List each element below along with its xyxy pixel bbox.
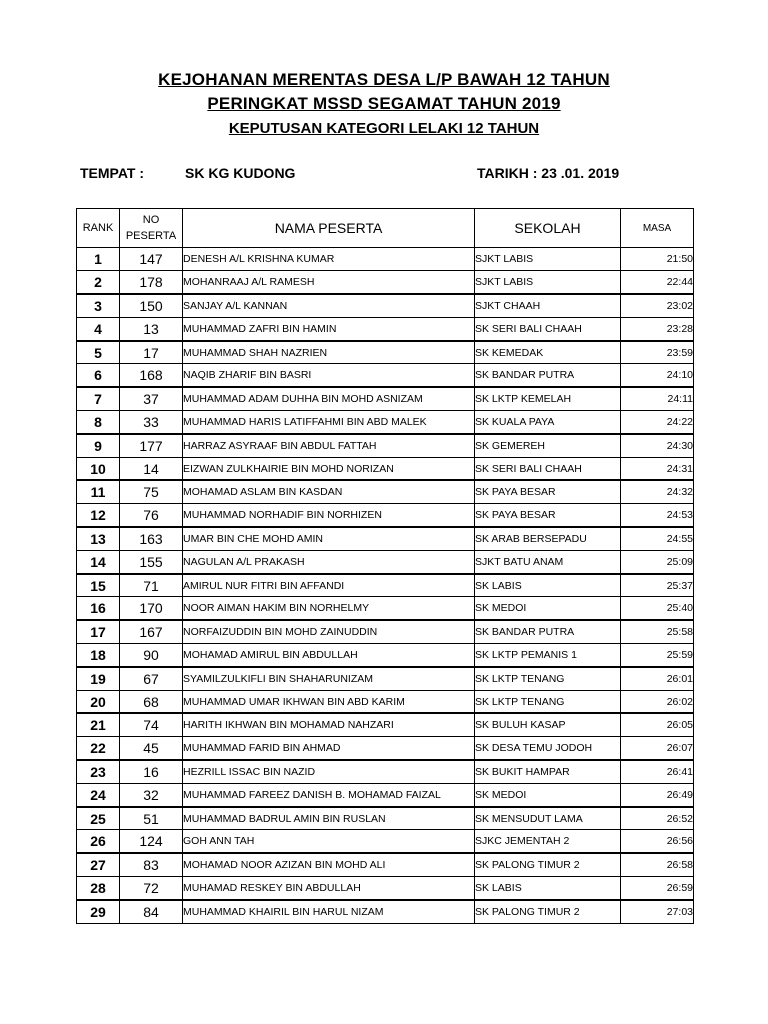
cell-no-peserta: 150 xyxy=(120,294,183,317)
cell-rank: 26 xyxy=(77,830,120,853)
cell-sekolah: SK LKTP KEMELAH xyxy=(475,387,621,410)
table-row xyxy=(77,853,694,876)
cell-masa: 26:07 xyxy=(621,737,694,760)
cell-rank: 1 xyxy=(77,248,120,271)
cell-no-peserta: 72 xyxy=(120,877,183,900)
cell-no-peserta: 67 xyxy=(120,667,183,690)
cell-rank: 24 xyxy=(77,783,120,806)
date-text: TARIKH : 23 .01. 2019 xyxy=(477,165,620,181)
cell-masa: 26:41 xyxy=(621,760,694,783)
cell-no-peserta: 177 xyxy=(120,434,183,457)
cell-rank: 5 xyxy=(77,341,120,364)
table-row xyxy=(77,574,694,597)
table-row xyxy=(77,317,694,340)
cell-nama-peserta: MUHAMMAD NORHADIF BIN NORHIZEN xyxy=(183,504,475,527)
cell-sekolah: SK KEMEDAK xyxy=(475,341,621,364)
cell-sekolah: SK DESA TEMU JODOH xyxy=(475,737,621,760)
cell-sekolah: SK BANDAR PUTRA xyxy=(475,364,621,387)
cell-nama-peserta: MUHAMMAD UMAR IKHWAN BIN ABD KARIM xyxy=(183,690,475,713)
cell-rank: 27 xyxy=(77,853,120,876)
cell-no-peserta: 74 xyxy=(120,713,183,736)
cell-masa: 24:22 xyxy=(621,411,694,434)
cell-masa: 26:58 xyxy=(621,853,694,876)
table-row xyxy=(77,760,694,783)
cell-sekolah: SK PAYA BESAR xyxy=(475,480,621,503)
document-title: KEJOHANAN MERENTAS DESA L/P BAWAH 12 TAHUN xyxy=(158,70,610,89)
cell-sekolah: SK MEDOI xyxy=(475,783,621,806)
cell-no-peserta: 32 xyxy=(120,783,183,806)
cell-masa: 26:01 xyxy=(621,667,694,690)
cell-sekolah: SK PALONG TIMUR 2 xyxy=(475,900,621,923)
cell-sekolah: SJKT LABIS xyxy=(475,248,621,271)
cell-nama-peserta: NOOR AIMAN HAKIM BIN NORHELMY xyxy=(183,597,475,620)
cell-nama-peserta: MUHAMMAD ZAFRI BIN HAMIN xyxy=(183,317,475,340)
results-table xyxy=(76,208,694,924)
cell-no-peserta: 83 xyxy=(120,853,183,876)
cell-nama-peserta: DENESH A/L KRISHNA KUMAR xyxy=(183,248,475,271)
cell-no-peserta: 75 xyxy=(120,480,183,503)
table-row xyxy=(77,713,694,736)
cell-sekolah: SK LABIS xyxy=(475,877,621,900)
cell-no-peserta: 147 xyxy=(120,248,183,271)
cell-no-peserta: 14 xyxy=(120,457,183,480)
cell-masa: 25:37 xyxy=(621,574,694,597)
cell-no-peserta: 17 xyxy=(120,341,183,364)
cell-nama-peserta: SANJAY A/L KANNAN xyxy=(183,294,475,317)
cell-rank: 4 xyxy=(77,317,120,340)
table-row xyxy=(77,783,694,806)
cell-nama-peserta: MUHAMMAD FAREEZ DANISH B. MOHAMAD FAIZAL xyxy=(183,783,475,806)
cell-nama-peserta: MUHAMMAD KHAIRIL BIN HARUL NIZAM xyxy=(183,900,475,923)
table-row xyxy=(77,434,694,457)
column-header-no-peserta xyxy=(120,209,183,248)
cell-no-peserta: 71 xyxy=(120,574,183,597)
table-row xyxy=(77,877,694,900)
cell-rank: 25 xyxy=(77,807,120,830)
table-row xyxy=(77,271,694,294)
column-header-masa: MASA xyxy=(621,209,694,248)
cell-rank: 11 xyxy=(77,480,120,503)
cell-nama-peserta: MUHAMMAD FARID BIN AHMAD xyxy=(183,737,475,760)
cell-no-peserta: 13 xyxy=(120,317,183,340)
table-row xyxy=(77,364,694,387)
table-row xyxy=(77,387,694,410)
cell-sekolah: SK MEDOI xyxy=(475,597,621,620)
column-header-nama: NAMA PESERTA xyxy=(183,209,475,248)
cell-masa: 22:44 xyxy=(621,271,694,294)
cell-masa: 24:31 xyxy=(621,457,694,480)
table-header-row xyxy=(77,209,694,248)
cell-masa: 24:32 xyxy=(621,480,694,503)
results-category-title: KEPUTUSAN KATEGORI LELAKI 12 TAHUN xyxy=(228,120,540,137)
cell-nama-peserta: GOH ANN TAH xyxy=(183,830,475,853)
cell-nama-peserta: MOHANRAAJ A/L RAMESH xyxy=(183,271,475,294)
cell-rank: 16 xyxy=(77,597,120,620)
cell-no-peserta: 163 xyxy=(120,527,183,550)
results-table-body xyxy=(77,248,694,924)
cell-rank: 7 xyxy=(77,387,120,410)
cell-masa: 23:59 xyxy=(621,341,694,364)
cell-nama-peserta: HARRAZ ASYRAAF BIN ABDUL FATTAH xyxy=(183,434,475,457)
cell-rank: 20 xyxy=(77,690,120,713)
cell-masa: 21:50 xyxy=(621,248,694,271)
cell-no-peserta: 170 xyxy=(120,597,183,620)
cell-masa: 26:05 xyxy=(621,713,694,736)
cell-rank: 14 xyxy=(77,550,120,573)
cell-rank: 9 xyxy=(77,434,120,457)
document-subtitle-level: PERINGKAT MSSD SEGAMAT TAHUN 2019 xyxy=(207,94,561,113)
cell-sekolah: SJKT LABIS xyxy=(475,271,621,294)
cell-no-peserta: 167 xyxy=(120,620,183,643)
cell-sekolah: SK BUKIT HAMPAR xyxy=(475,760,621,783)
cell-nama-peserta: NORFAIZUDDIN BIN MOHD ZAINUDDIN xyxy=(183,620,475,643)
cell-rank: 19 xyxy=(77,667,120,690)
cell-rank: 29 xyxy=(77,900,120,923)
cell-masa: 23:02 xyxy=(621,294,694,317)
cell-sekolah: SK PAYA BESAR xyxy=(475,504,621,527)
cell-sekolah: SK ARAB BERSEPADU xyxy=(475,527,621,550)
cell-rank: 28 xyxy=(77,877,120,900)
cell-sekolah: SK LABIS xyxy=(475,574,621,597)
cell-rank: 6 xyxy=(77,364,120,387)
cell-nama-peserta: NAGULAN A/L PRAKASH xyxy=(183,550,475,573)
cell-masa: 24:10 xyxy=(621,364,694,387)
cell-masa: 26:52 xyxy=(621,807,694,830)
cell-nama-peserta: UMAR BIN CHE MOHD AMIN xyxy=(183,527,475,550)
cell-rank: 23 xyxy=(77,760,120,783)
table-row xyxy=(77,294,694,317)
table-row xyxy=(77,457,694,480)
column-header-no-line2: PESERTA xyxy=(125,230,177,242)
cell-sekolah: SK GEMEREH xyxy=(475,434,621,457)
cell-sekolah: SK BANDAR PUTRA xyxy=(475,620,621,643)
table-row xyxy=(77,690,694,713)
table-row xyxy=(77,248,694,271)
table-row xyxy=(77,644,694,667)
cell-nama-peserta: AMIRUL NUR FITRI BIN AFFANDI xyxy=(183,574,475,597)
table-row xyxy=(77,900,694,923)
cell-masa: 23:28 xyxy=(621,317,694,340)
table-row xyxy=(77,597,694,620)
cell-no-peserta: 124 xyxy=(120,830,183,853)
cell-no-peserta: 178 xyxy=(120,271,183,294)
cell-sekolah: SK LKTP TENANG xyxy=(475,667,621,690)
table-row xyxy=(77,504,694,527)
cell-no-peserta: 76 xyxy=(120,504,183,527)
cell-sekolah: SK KUALA PAYA xyxy=(475,411,621,434)
cell-nama-peserta: HEZRILL ISSAC BIN NAZID xyxy=(183,760,475,783)
cell-no-peserta: 68 xyxy=(120,690,183,713)
cell-rank: 3 xyxy=(77,294,120,317)
cell-nama-peserta: MOHAMAD ASLAM BIN KASDAN xyxy=(183,480,475,503)
table-row xyxy=(77,620,694,643)
table-row xyxy=(77,550,694,573)
venue-value: SK KG KUDONG xyxy=(185,165,296,181)
table-row xyxy=(77,527,694,550)
cell-sekolah: SJKC JEMENTAH 2 xyxy=(475,830,621,853)
cell-nama-peserta: EIZWAN ZULKHAIRIE BIN MOHD NORIZAN xyxy=(183,457,475,480)
cell-no-peserta: 168 xyxy=(120,364,183,387)
cell-rank: 21 xyxy=(77,713,120,736)
cell-masa: 27:03 xyxy=(621,900,694,923)
table-row xyxy=(77,737,694,760)
cell-masa: 25:58 xyxy=(621,620,694,643)
column-header-sekolah: SEKOLAH xyxy=(475,209,621,248)
table-row xyxy=(77,807,694,830)
cell-sekolah: SK LKTP TENANG xyxy=(475,690,621,713)
cell-rank: 15 xyxy=(77,574,120,597)
cell-rank: 18 xyxy=(77,644,120,667)
cell-rank: 8 xyxy=(77,411,120,434)
cell-masa: 25:59 xyxy=(621,644,694,667)
cell-sekolah: SK PALONG TIMUR 2 xyxy=(475,853,621,876)
cell-no-peserta: 16 xyxy=(120,760,183,783)
cell-masa: 26:59 xyxy=(621,877,694,900)
cell-sekolah: SK SERI BALI CHAAH xyxy=(475,457,621,480)
table-row xyxy=(77,341,694,364)
cell-nama-peserta: HARITH IKHWAN BIN MOHAMAD NAHZARI xyxy=(183,713,475,736)
cell-nama-peserta: MUHAMAD RESKEY BIN ABDULLAH xyxy=(183,877,475,900)
column-header-rank: RANK xyxy=(77,209,120,248)
cell-masa: 24:55 xyxy=(621,527,694,550)
table-row xyxy=(77,411,694,434)
cell-masa: 26:49 xyxy=(621,783,694,806)
cell-no-peserta: 155 xyxy=(120,550,183,573)
cell-rank: 13 xyxy=(77,527,120,550)
cell-sekolah: SK BULUH KASAP xyxy=(475,713,621,736)
cell-masa: 26:02 xyxy=(621,690,694,713)
cell-rank: 2 xyxy=(77,271,120,294)
cell-nama-peserta: MUHAMMAD ADAM DUHHA BIN MOHD ASNIZAM xyxy=(183,387,475,410)
cell-no-peserta: 84 xyxy=(120,900,183,923)
table-row xyxy=(77,667,694,690)
cell-masa: 26:56 xyxy=(621,830,694,853)
venue-label: TEMPAT : xyxy=(80,165,145,181)
table-row xyxy=(77,830,694,853)
cell-rank: 12 xyxy=(77,504,120,527)
cell-masa: 24:30 xyxy=(621,434,694,457)
cell-nama-peserta: MUHAMMAD HARIS LATIFFAHMI BIN ABD MALEK xyxy=(183,411,475,434)
cell-rank: 22 xyxy=(77,737,120,760)
cell-sekolah: SJKT CHAAH xyxy=(475,294,621,317)
cell-rank: 10 xyxy=(77,457,120,480)
cell-nama-peserta: MUHAMMAD SHAH NAZRIEN xyxy=(183,341,475,364)
cell-sekolah: SK LKTP PEMANIS 1 xyxy=(475,644,621,667)
cell-no-peserta: 33 xyxy=(120,411,183,434)
cell-sekolah: SK SERI BALI CHAAH xyxy=(475,317,621,340)
cell-nama-peserta: NAQIB ZHARIF BIN BASRI xyxy=(183,364,475,387)
cell-sekolah: SJKT BATU ANAM xyxy=(475,550,621,573)
column-header-no-line1: NO xyxy=(142,214,160,226)
cell-no-peserta: 45 xyxy=(120,737,183,760)
cell-nama-peserta: MUHAMMAD BADRUL AMIN BIN RUSLAN xyxy=(183,807,475,830)
cell-masa: 25:09 xyxy=(621,550,694,573)
cell-masa: 24:53 xyxy=(621,504,694,527)
cell-no-peserta: 37 xyxy=(120,387,183,410)
cell-nama-peserta: MOHAMAD AMIRUL BIN ABDULLAH xyxy=(183,644,475,667)
cell-masa: 24:11 xyxy=(621,387,694,410)
cell-no-peserta: 90 xyxy=(120,644,183,667)
cell-no-peserta: 51 xyxy=(120,807,183,830)
cell-rank: 17 xyxy=(77,620,120,643)
cell-masa: 25:40 xyxy=(621,597,694,620)
table-row xyxy=(77,480,694,503)
cell-nama-peserta: SYAMILZULKIFLI BIN SHAHARUNIZAM xyxy=(183,667,475,690)
cell-sekolah: SK MENSUDUT LAMA xyxy=(475,807,621,830)
cell-nama-peserta: MOHAMAD NOOR AZIZAN BIN MOHD ALI xyxy=(183,853,475,876)
